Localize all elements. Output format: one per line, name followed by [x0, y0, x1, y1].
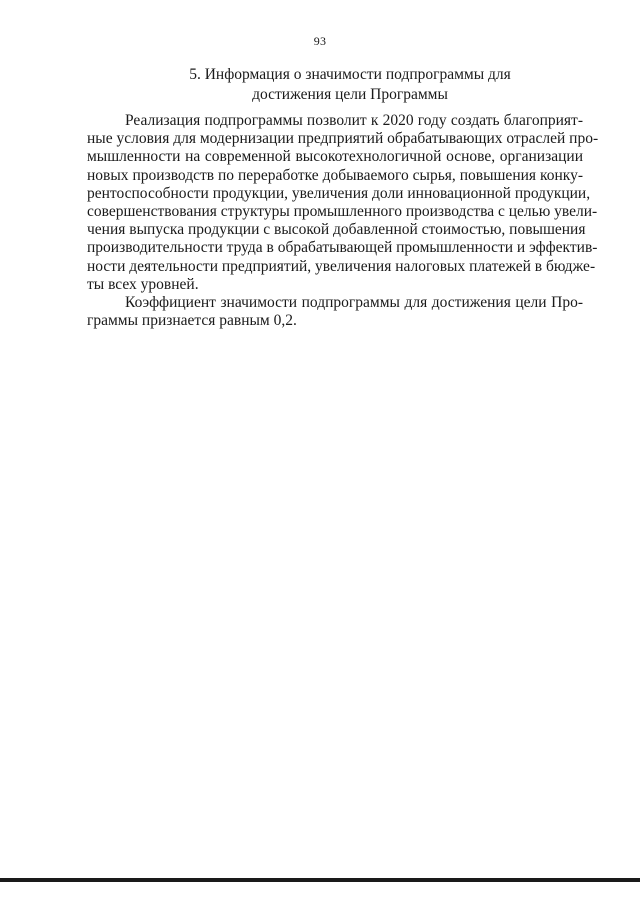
- page-number: 93: [313, 34, 327, 48]
- paragraph: [87, 294, 583, 330]
- text-line: новых производств по переработке добываемого сырья, повышения конку-: [87, 166, 583, 184]
- paragraph: [87, 112, 599, 294]
- text-line: мышленности на современной высокотехнологичной основе, организации: [87, 148, 583, 166]
- text-line: Реализация подпрограммы позволит к 2020 году создать благоприят-: [125, 112, 583, 129]
- section-heading-line: 5. Информация о значимости подпрограммы для: [189, 66, 511, 83]
- text-line: чения выпуска продукции с высокой добавленной стоимостью, повышения: [87, 221, 586, 239]
- section-heading: [130, 65, 570, 105]
- text-line: совершенствования структуры промышленного производства с целью увели-: [87, 203, 598, 221]
- section-heading-line: достижения цели Программы: [252, 86, 448, 103]
- text-line: рентоспособности продукции, увеличения доли инновационной продукции,: [87, 184, 591, 202]
- text-line: граммы признается равным 0,2.: [87, 312, 297, 330]
- bottom-rule: [0, 878, 640, 882]
- text-line: ные условия для модернизации предприятий обрабатывающих отраслей про-: [87, 130, 599, 148]
- text-line: производительности труда в обрабатывающей промышленности и эффектив-: [87, 239, 598, 257]
- text-line: Коэффициент значимости подпрограммы для достижения цели Про-: [125, 294, 583, 312]
- text-line: ности деятельности предприятий, увеличения налоговых платежей в бюдже-: [87, 257, 596, 275]
- section-body: [87, 112, 599, 330]
- text-line: ты всех уровней.: [87, 275, 199, 293]
